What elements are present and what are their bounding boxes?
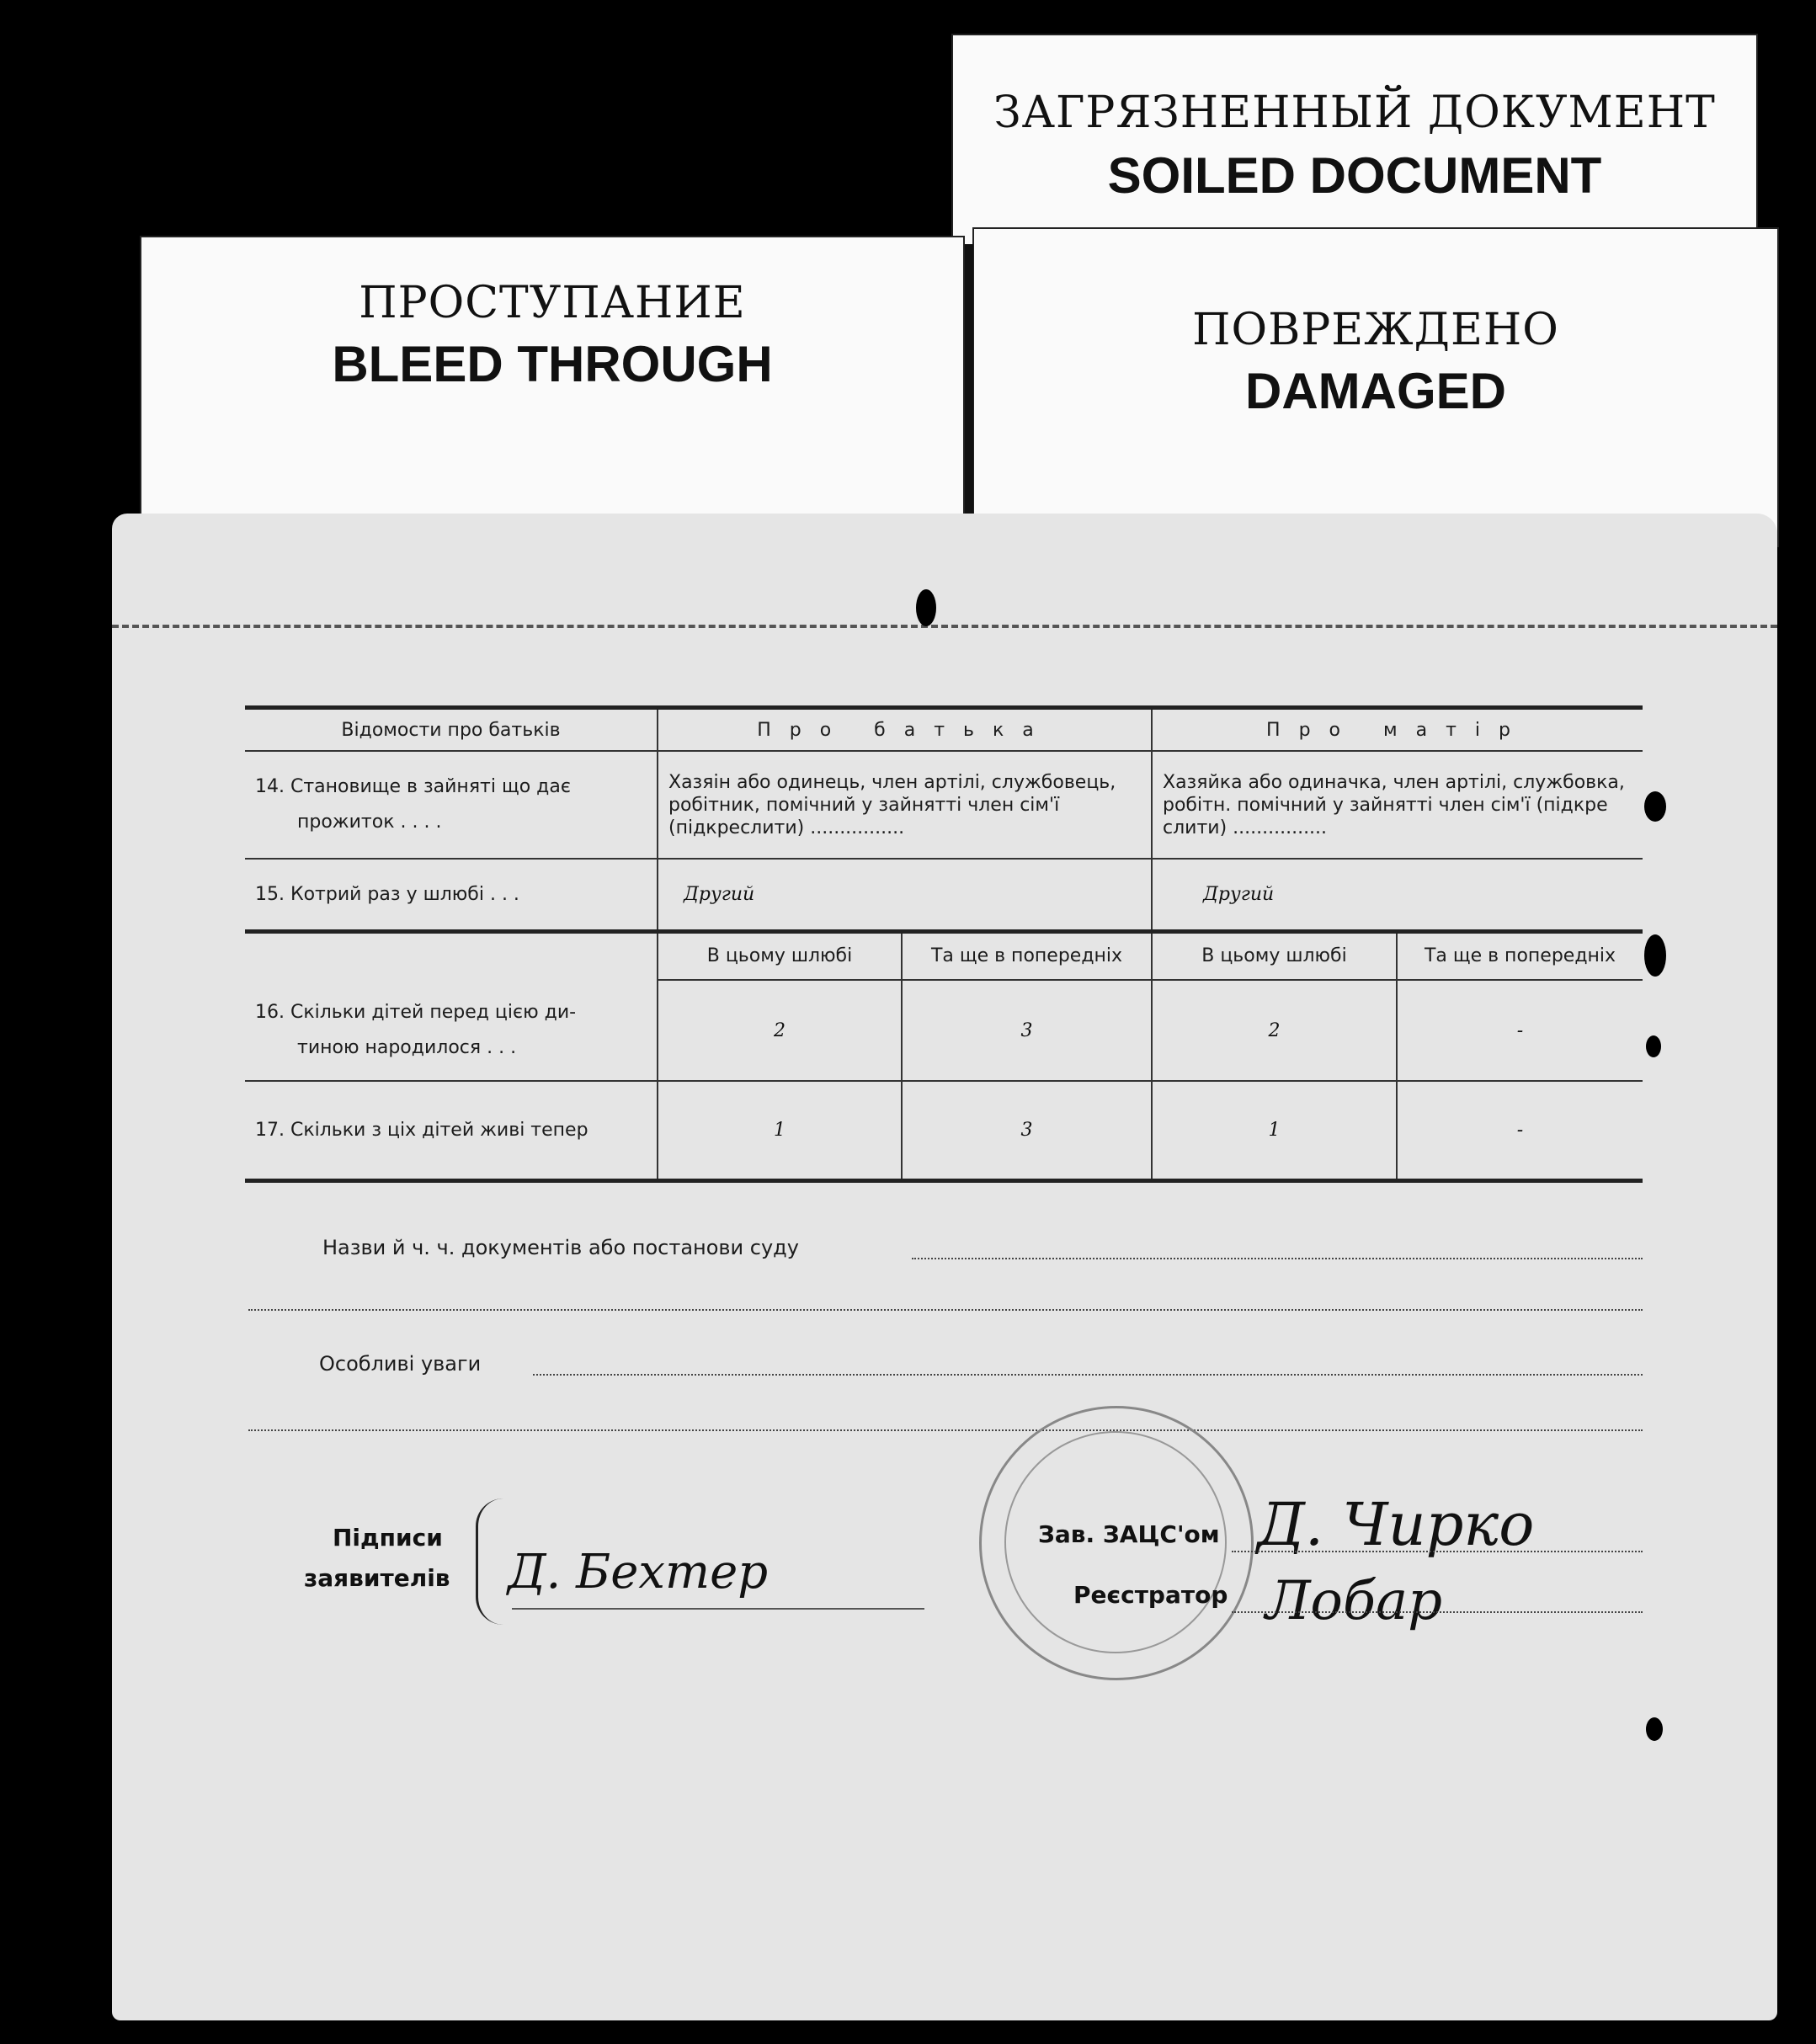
- bleed-through-card: [140, 236, 965, 556]
- father-previous-header: Та ще в попередніх: [902, 931, 1152, 980]
- subheader-row: [245, 931, 1643, 980]
- row15-mother-value: Другий: [1152, 859, 1643, 931]
- row16-label-line2: тиною народилося . . .: [297, 1036, 517, 1058]
- signature-brace: [476, 1498, 503, 1625]
- row-14: [245, 751, 1643, 859]
- table-header-row: [245, 708, 1643, 752]
- remarks-line-2: [248, 1429, 1643, 1431]
- row16-father-this: 2: [658, 980, 902, 1081]
- row-17: [245, 1081, 1643, 1180]
- row17-father-this: 1: [658, 1081, 902, 1180]
- punch-hole: [916, 589, 936, 626]
- row17-mother-previous: -: [1397, 1081, 1643, 1180]
- row16-father-previous: 3: [902, 980, 1152, 1081]
- row-16: [245, 980, 1643, 1081]
- bleed-label-en: BLEED THROUGH: [332, 336, 773, 392]
- mother-this-marriage-header: В цьому шлюбі: [1152, 931, 1397, 980]
- header-father: Про батька: [658, 708, 1152, 752]
- row17-father-previous: 3: [902, 1081, 1152, 1180]
- applicants-label-line2: заявителів: [304, 1564, 450, 1592]
- applicant-signature-line: [512, 1608, 924, 1610]
- row15-father-value: Другий: [658, 859, 1152, 931]
- header-parents-info: Відомости про батьків: [245, 708, 658, 752]
- remarks-line: [533, 1374, 1643, 1376]
- row16-label: [245, 980, 658, 1081]
- punch-hole: [1644, 934, 1666, 977]
- remarks-label: Особливі уваги: [319, 1352, 482, 1376]
- row-15: [245, 859, 1643, 931]
- row17-label: 17. Скільки з ціх дітей живі тепер: [245, 1081, 658, 1180]
- header-mother: Про матір: [1152, 708, 1643, 752]
- damaged-label-ru: ПОВРЕЖДЕНО: [1192, 305, 1559, 355]
- punch-hole: [1644, 791, 1666, 822]
- row16-label-line1: 16. Скільки дітей перед цією ди-: [255, 1001, 577, 1023]
- soiled-label-en: SOILED DOCUMENT: [1107, 147, 1602, 204]
- row17-mother-this: 1: [1152, 1081, 1397, 1180]
- soiled-label-ru: ЗАГРЯЗНЕННЫЙ ДОКУМЕНТ: [993, 88, 1716, 138]
- card-divider: [965, 244, 973, 522]
- documents-label: Назви й ч. ч. документів або постанови суду: [322, 1236, 799, 1259]
- bleed-label-ru: ПРОСТУПАНИЕ: [359, 278, 746, 328]
- soiled-document-card: [951, 34, 1758, 253]
- row14-father-occupation: Хазяін або одинець, член артілі, службовець, робітник, помічний у зайнятті член сім'ї (підкреслити) ................: [658, 751, 1152, 859]
- row14-mother-occupation: Хазяйка або одиначка, член артілі, службовка, робітн. помічний у зайнятті член сім'ї (підкре слити) ................: [1152, 751, 1643, 859]
- punch-hole: [1646, 1035, 1661, 1057]
- registrar-signature: Лобар: [1265, 1570, 1443, 1632]
- registrar-signature-line: [1232, 1611, 1643, 1613]
- parents-info-table: [245, 705, 1643, 1183]
- document-page: [112, 514, 1777, 2020]
- perforation-line: [112, 625, 1777, 628]
- mother-previous-header: Та ще в попередніх: [1397, 931, 1643, 980]
- row16-mother-previous: -: [1397, 980, 1643, 1081]
- row15-label: 15. Котрий раз у шлюбі . . .: [245, 859, 658, 931]
- row16-mother-this: 2: [1152, 980, 1397, 1081]
- damaged-card: [972, 227, 1779, 547]
- father-this-marriage-header: В цьому шлюбі: [658, 931, 902, 980]
- head-signature-line: [1232, 1551, 1643, 1552]
- row14-label-line2: прожиток . . . .: [297, 812, 442, 833]
- row14-label-line1: 14. Становище в зайняті що дає: [255, 776, 571, 797]
- applicants-label-line1: Підписи: [333, 1524, 443, 1552]
- row14-label: [245, 751, 658, 859]
- damaged-label-en: DAMAGED: [1245, 363, 1506, 419]
- documents-line-2: [248, 1309, 1643, 1311]
- punch-hole: [1646, 1717, 1663, 1741]
- documents-line: [912, 1258, 1643, 1259]
- head-label: Зав. ЗАЦС'ом: [1038, 1520, 1220, 1548]
- registrar-label: Реєстратор: [1073, 1581, 1228, 1609]
- subheader-blank: [245, 931, 658, 980]
- applicant-signature: Д. Бехтер: [508, 1545, 769, 1600]
- head-signature: Д. Чирко: [1257, 1490, 1535, 1559]
